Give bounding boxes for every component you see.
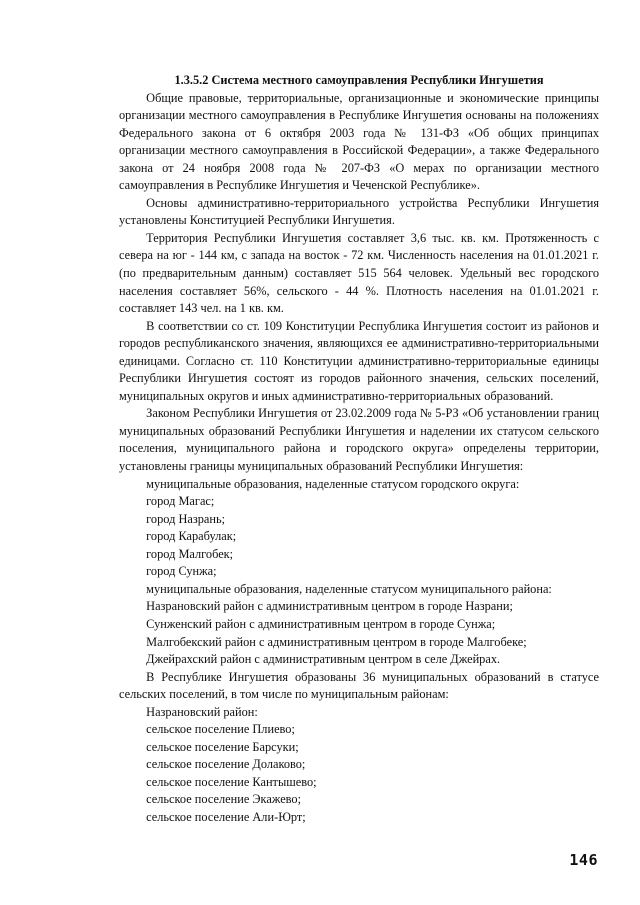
list-item-city: город Назрань; <box>146 511 226 526</box>
list-item-settlement: сельское поселение Барсуки; <box>146 739 299 754</box>
nazran-district-label: Назрановский район: <box>146 704 258 719</box>
municipal-districts-intro: муниципальные образования, наделенные статусом муниципального района: <box>146 581 552 596</box>
section-heading: 1.3.5.2 Система местного самоуправления Республики Ингушетия <box>174 73 544 87</box>
list-item-settlement: сельское поселение Экажево; <box>146 792 302 807</box>
list-item-settlement: сельское поселение Долаково; <box>146 757 306 772</box>
list-item-district: Джейрахский район с административным центром в селе Джейрах. <box>146 652 501 667</box>
paragraph-territory: Территория Республики Ингушетия составляет 3,6 тыс. кв. км. Протяженность с севера на юг - 144 км, с запада на восток - 72 км. Численность населения на 01.01.2021 г. (по предварительным данным) составляет 515 564 человек. Удельный вес городского населения составляет 56%, сельского - 44 %. Плотность населения на 01.01.2021 г. составляет 143 чел. на 1 кв. км. <box>119 230 599 316</box>
list-item-settlement: сельское поселение Али-Юрт; <box>146 809 306 824</box>
list-item-district: Малгобекский район с административным центром в городе Малгобеке; <box>146 634 527 649</box>
list-item-district: Назрановский район с административным центром в городе Назрани; <box>146 599 513 614</box>
list-item-city: город Магас; <box>146 494 215 509</box>
list-item-city: город Сунжа; <box>146 564 217 579</box>
paragraph-legal-basis: Общие правовые, территориальные, организационные и экономические принципы организации местного самоуправления в Республике Ингушетия основаны на положениях Федерального закона от 6 октября 2003 года № 131-ФЗ «Об общих принципах организации местного самоуправления в Российской Федерации», а также Федерального закона от 24 ноября 2008 года № 207-ФЗ «О мерах по организации местного самоуправления в Республике Ингушетия и Чеченской Республике». <box>119 90 599 193</box>
paragraph-constitution: Основы административно-территориального устройства Республики Ингушетия установлены Конституцией Республики Ингушетия. <box>119 195 599 228</box>
city-districts-intro: муниципальные образования, наделенные статусом городского округа: <box>146 476 520 491</box>
list-item-settlement: сельское поселение Плиево; <box>146 722 295 737</box>
list-item-city: город Карабулак; <box>146 529 237 544</box>
paragraph-structure: В соответствии со ст. 109 Конституции Республика Ингушетия состоит из районов и городов республиканского значения, являющихся ее административно-территориальными единицами. Согласно ст. 110 Конституции административно-территориальные единицы Республики Ингушетия состоят из городов районного значения, сельских поселений, муниципальных округов и иных административно-территориальных образований. <box>119 318 599 403</box>
list-item-settlement: сельское поселение Кантышево; <box>146 774 317 789</box>
paragraph-law: Законом Республики Ингушетия от 23.02.2009 года № 5-РЗ «Об установлении границ муниципальных образований Республики Ингушетия и наделении их статусом сельского поселения, муниципального района и городского округа» определены территории, установлены границы муниципальных образований Республики Ингушетия: <box>119 406 599 474</box>
page-number: 146 <box>569 851 598 869</box>
list-item-district: Сунженский район с административным центром в городе Сунжа; <box>146 616 496 631</box>
section-body <box>119 72 599 827</box>
paragraph-rural-settlements: В Республике Ингушетия образованы 36 муниципальных образований в статусе сельских поселений, в том числе по муниципальным районам: <box>119 669 599 702</box>
list-item-city: город Малгобек; <box>146 546 234 561</box>
